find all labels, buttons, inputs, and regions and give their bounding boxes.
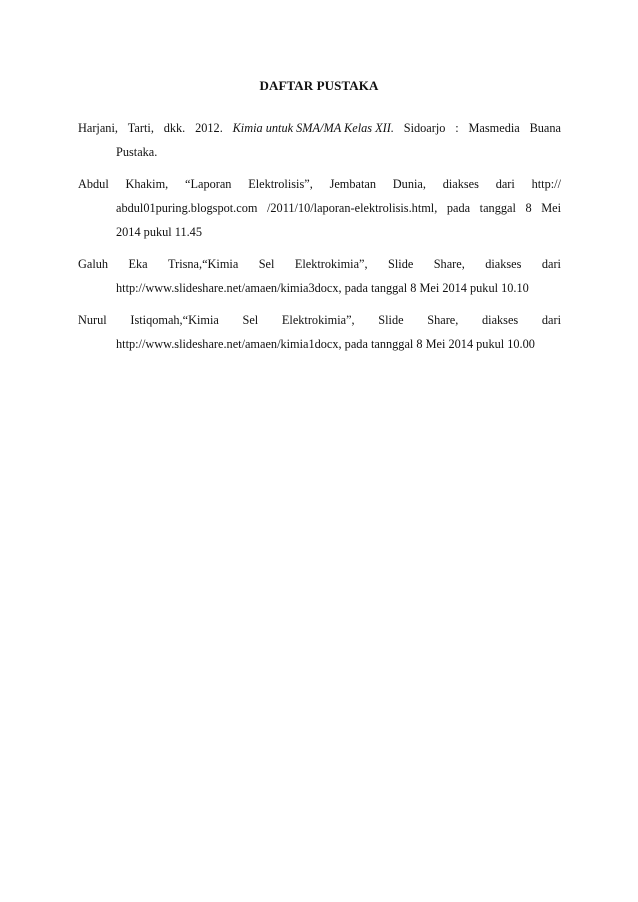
reference-word: diakses (482, 313, 519, 327)
reference-word: : (455, 121, 459, 135)
reference-url-fragment: http:// (531, 177, 561, 191)
reference-entry (78, 172, 561, 244)
reference-word: Trisna,“Kimia (168, 257, 239, 271)
reference-word: 2012. (195, 121, 223, 135)
reference-line (78, 172, 561, 196)
reference-word: dkk. (163, 121, 186, 135)
reference-line: http://www.slideshare.net/amaen/kimia3docx, pada tanggal 8 Mei 2014 pukul 10.10 (116, 281, 529, 295)
reference-line: http://www.slideshare.net/amaen/kimia1docx, pada tannggal 8 Mei 2014 pukul 10.00 (116, 337, 535, 351)
reference-word: Khakim, (125, 177, 169, 191)
reference-word: “Laporan (185, 177, 232, 191)
reference-word: Tarti, (127, 121, 154, 135)
reference-word: Elektrokimia”, (281, 313, 355, 327)
reference-word: Mei (541, 201, 561, 215)
reference-word: diakses (485, 257, 522, 271)
reference-word: Harjani, (78, 121, 118, 135)
reference-url-fragment: abdul01puring.blogspot.com (116, 201, 258, 215)
reference-word: Istiqomah,“Kimia (130, 313, 219, 327)
reference-word: Share, (427, 313, 459, 327)
reference-line: Pustaka. (116, 145, 158, 159)
reference-entry (78, 308, 561, 356)
reference-word: tanggal (479, 201, 516, 215)
reference-line (78, 196, 561, 220)
reference-word: dari (495, 177, 515, 191)
reference-line (78, 252, 561, 276)
reference-word: Buana (529, 121, 561, 135)
reference-word: Sel (258, 257, 275, 271)
reference-word: Sel (242, 313, 259, 327)
reference-line (78, 116, 561, 140)
reference-word: Slide (388, 257, 414, 271)
reference-word: Elektrokimia”, (294, 257, 368, 271)
page-title: DAFTAR PUSTAKA (259, 78, 379, 93)
reference-word: diakses (442, 177, 479, 191)
reference-word: Dunia, (392, 177, 426, 191)
reference-word: Eka (128, 257, 148, 271)
reference-line: 2014 pukul 11.45 (116, 225, 202, 239)
reference-word: dari (541, 313, 561, 327)
reference-word: Masmedia (468, 121, 520, 135)
reference-line (78, 308, 561, 332)
reference-word: Abdul (78, 177, 109, 191)
reference-word: Slide (378, 313, 404, 327)
reference-word: 8 (525, 201, 532, 215)
reference-word: Sidoarjo (403, 121, 446, 135)
reference-word: Jembatan (329, 177, 377, 191)
reference-entry (78, 252, 561, 300)
reference-book-title: Kimia untuk SMA/MA Kelas XII. (232, 121, 394, 135)
reference-word: dari (541, 257, 561, 271)
reference-entry (78, 116, 561, 164)
reference-word: Share, (433, 257, 465, 271)
reference-word: pada (446, 201, 471, 215)
reference-url-fragment: /2011/10/laporan-elektrolisis.html, (266, 201, 438, 215)
reference-word: Galuh (78, 257, 109, 271)
reference-word: Nurul (78, 313, 107, 327)
reference-word: Elektrolisis”, (248, 177, 313, 191)
